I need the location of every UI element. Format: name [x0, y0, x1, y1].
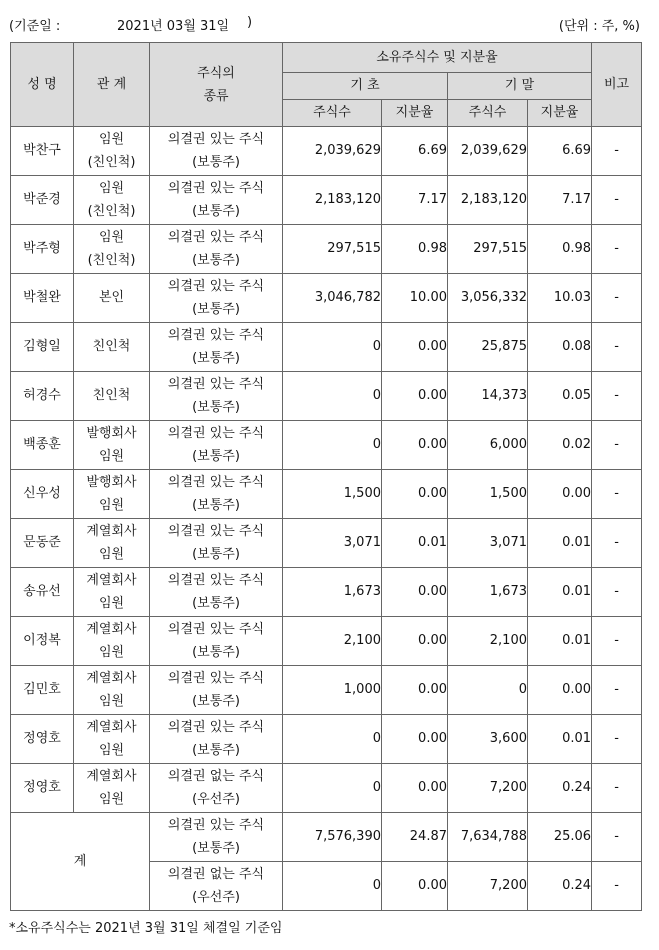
total-label: 계	[11, 813, 150, 911]
relation-line1: 계열회사	[86, 671, 137, 686]
end-shares: 0	[448, 666, 528, 715]
begin-shares: 0	[283, 372, 382, 421]
holder-note: -	[592, 176, 642, 225]
holder-name: 허경수	[11, 372, 74, 421]
stock-type-line2: (우선주)	[192, 792, 240, 807]
relation-line2: 임원	[98, 547, 125, 562]
begin-ratio: 7.17	[382, 176, 448, 225]
basis-date: 2021년 03월 31일	[117, 18, 230, 34]
end-shares: 6,000	[448, 421, 528, 470]
begin-shares: 0	[283, 715, 382, 764]
relation-line1: 계열회사	[86, 769, 137, 784]
total-end-ratio: 0.24	[528, 862, 592, 911]
end-ratio: 0.00	[528, 470, 592, 519]
total-end-shares: 7,634,788	[448, 813, 528, 862]
begin-ratio: 0.98	[382, 225, 448, 274]
holder-name: 김형일	[11, 323, 74, 372]
stock-type	[150, 568, 283, 617]
end-shares: 3,071	[448, 519, 528, 568]
shareholding-table	[10, 42, 642, 911]
stock-type-line1: 의결권 있는 주식	[167, 426, 265, 441]
stock-type-line1: 의결권 있는 주식	[167, 622, 265, 637]
stock-type-line1: 의결권 있는 주식	[167, 573, 265, 588]
stock-type	[150, 519, 283, 568]
table-row	[11, 568, 642, 617]
holder-name: 박주형	[11, 225, 74, 274]
begin-ratio: 10.00	[382, 274, 448, 323]
total-note: -	[592, 862, 642, 911]
table-caption	[9, 14, 640, 34]
end-shares: 2,039,629	[448, 127, 528, 176]
begin-ratio: 0.01	[382, 519, 448, 568]
holder-relation	[74, 715, 150, 764]
table-row	[11, 274, 642, 323]
holder-relation	[74, 225, 150, 274]
unit-label: (단위 : 주, %)	[558, 18, 640, 34]
holder-name: 이정복	[11, 617, 74, 666]
begin-shares: 2,039,629	[283, 127, 382, 176]
total-begin-shares: 7,576,390	[283, 813, 382, 862]
table-row	[11, 372, 642, 421]
stock-type-line1: 주식의	[197, 65, 235, 81]
stock-type	[150, 127, 283, 176]
begin-ratio: 0.00	[382, 323, 448, 372]
stock-type-line1: 의결권 있는 주식	[167, 475, 265, 490]
stock-type-line1: 의결권 있는 주식	[167, 230, 265, 245]
total-row	[11, 813, 642, 862]
holder-note: -	[592, 421, 642, 470]
table-body	[11, 127, 642, 911]
stock-type-line2: (보통주)	[192, 841, 240, 856]
total-end-ratio: 25.06	[528, 813, 592, 862]
col-header-stock-type	[150, 43, 283, 127]
relation-line1: 계열회사	[86, 524, 137, 539]
end-ratio: 0.05	[528, 372, 592, 421]
relation-line1: 발행회사	[86, 475, 137, 490]
relation-line1: 계열회사	[86, 720, 137, 735]
relation-line1: 계열회사	[86, 573, 137, 588]
holder-note: -	[592, 127, 642, 176]
stock-type	[150, 470, 283, 519]
table-row	[11, 176, 642, 225]
stock-type-line2: 종류	[203, 88, 229, 104]
col-header-begin: 기 초	[283, 73, 448, 100]
stock-type-line2: (우선주)	[192, 890, 240, 905]
table-row	[11, 666, 642, 715]
total-begin-ratio: 24.87	[382, 813, 448, 862]
holder-relation	[74, 617, 150, 666]
end-ratio: 0.01	[528, 519, 592, 568]
total-stock-type	[150, 862, 283, 911]
begin-ratio: 0.00	[382, 764, 448, 813]
holder-note: -	[592, 274, 642, 323]
end-ratio: 0.98	[528, 225, 592, 274]
begin-shares: 1,673	[283, 568, 382, 617]
table-row	[11, 225, 642, 274]
table-row	[11, 421, 642, 470]
stock-type	[150, 323, 283, 372]
holder-relation	[74, 568, 150, 617]
holder-note: -	[592, 519, 642, 568]
stock-type	[150, 617, 283, 666]
col-header-relation: 관 계	[74, 43, 150, 127]
holder-relation	[74, 127, 150, 176]
relation-line2: 임원	[98, 743, 125, 758]
begin-shares: 297,515	[283, 225, 382, 274]
holder-relation	[74, 372, 150, 421]
holder-note: -	[592, 617, 642, 666]
holder-relation	[74, 519, 150, 568]
begin-ratio: 0.00	[382, 568, 448, 617]
stock-type	[150, 176, 283, 225]
end-ratio: 0.01	[528, 617, 592, 666]
col-header-begin-shares: 주식수	[283, 100, 382, 127]
relation-line2: 임원	[98, 694, 125, 709]
holder-note: -	[592, 666, 642, 715]
begin-shares: 1,500	[283, 470, 382, 519]
col-header-end-ratio: 지분율	[528, 100, 592, 127]
holder-relation	[74, 421, 150, 470]
begin-ratio: 0.00	[382, 715, 448, 764]
basis-close: )	[247, 14, 253, 30]
holder-name: 박철완	[11, 274, 74, 323]
end-shares: 7,200	[448, 764, 528, 813]
stock-type-line2: (보통주)	[192, 694, 240, 709]
stock-type	[150, 715, 283, 764]
relation-line1: 본인	[98, 290, 125, 305]
stock-type-line2: (보통주)	[192, 743, 240, 758]
table-row	[11, 617, 642, 666]
begin-ratio: 0.00	[382, 421, 448, 470]
holder-relation	[74, 274, 150, 323]
relation-line2: 임원	[98, 596, 125, 611]
relation-line1: 계열회사	[86, 622, 137, 637]
relation-line2: 임원	[98, 449, 125, 464]
stock-type-line2: (보통주)	[192, 155, 240, 170]
stock-type-line2: (보통주)	[192, 449, 240, 464]
stock-type	[150, 421, 283, 470]
holder-note: -	[592, 715, 642, 764]
stock-type-line1: 의결권 있는 주식	[167, 279, 265, 294]
stock-type-line1: 의결권 있는 주식	[167, 524, 265, 539]
holder-relation	[74, 666, 150, 715]
end-shares: 25,875	[448, 323, 528, 372]
total-end-shares: 7,200	[448, 862, 528, 911]
stock-type-line1: 의결권 없는 주식	[167, 867, 265, 882]
table-row	[11, 519, 642, 568]
end-ratio: 6.69	[528, 127, 592, 176]
begin-ratio: 0.00	[382, 372, 448, 421]
stock-type	[150, 274, 283, 323]
holder-name: 송유선	[11, 568, 74, 617]
end-shares: 1,673	[448, 568, 528, 617]
stock-type-line2: (보통주)	[192, 302, 240, 317]
holder-relation	[74, 470, 150, 519]
begin-shares: 0	[283, 764, 382, 813]
relation-line2: (친인척)	[87, 204, 136, 219]
col-header-note: 비고	[592, 43, 642, 127]
relation-line2: (친인척)	[87, 253, 136, 268]
table-row	[11, 715, 642, 764]
begin-shares: 3,071	[283, 519, 382, 568]
stock-type-line1: 의결권 있는 주식	[167, 671, 265, 686]
relation-line1: 친인척	[92, 388, 131, 403]
end-shares: 14,373	[448, 372, 528, 421]
holder-relation	[74, 323, 150, 372]
holder-relation	[74, 764, 150, 813]
holder-note: -	[592, 323, 642, 372]
stock-type-line1: 의결권 있는 주식	[167, 132, 265, 147]
holder-name: 김민호	[11, 666, 74, 715]
end-shares: 3,600	[448, 715, 528, 764]
stock-type	[150, 372, 283, 421]
table-row	[11, 764, 642, 813]
holder-name: 문동준	[11, 519, 74, 568]
basis-label: (기준일 :	[9, 18, 61, 34]
stock-type-line2: (보통주)	[192, 204, 240, 219]
begin-shares: 1,000	[283, 666, 382, 715]
end-shares: 297,515	[448, 225, 528, 274]
col-header-end-shares: 주식수	[448, 100, 528, 127]
stock-type-line1: 의결권 있는 주식	[167, 377, 265, 392]
stock-type-line2: (보통주)	[192, 351, 240, 366]
stock-type	[150, 225, 283, 274]
end-ratio: 7.17	[528, 176, 592, 225]
relation-line1: 임원	[98, 181, 125, 196]
col-header-name: 성 명	[11, 43, 74, 127]
holder-name: 정영호	[11, 764, 74, 813]
end-shares: 1,500	[448, 470, 528, 519]
basis-date-line	[9, 15, 252, 34]
stock-type-line1: 의결권 없는 주식	[167, 769, 265, 784]
begin-ratio: 0.00	[382, 666, 448, 715]
holder-name: 박준경	[11, 176, 74, 225]
relation-line2: (친인척)	[87, 155, 136, 170]
stock-type-line2: (보통주)	[192, 547, 240, 562]
stock-type-line2: (보통주)	[192, 645, 240, 660]
end-ratio: 0.24	[528, 764, 592, 813]
total-stock-type	[150, 813, 283, 862]
stock-type-line2: (보통주)	[192, 596, 240, 611]
end-shares: 3,056,332	[448, 274, 528, 323]
end-ratio: 10.03	[528, 274, 592, 323]
holder-relation	[74, 176, 150, 225]
holder-note: -	[592, 764, 642, 813]
end-ratio: 0.08	[528, 323, 592, 372]
holder-name: 신우성	[11, 470, 74, 519]
holder-note: -	[592, 225, 642, 274]
total-begin-ratio: 0.00	[382, 862, 448, 911]
holder-name: 정영호	[11, 715, 74, 764]
table-row	[11, 127, 642, 176]
holder-note: -	[592, 372, 642, 421]
stock-type-line2: (보통주)	[192, 498, 240, 513]
begin-ratio: 6.69	[382, 127, 448, 176]
begin-shares: 0	[283, 323, 382, 372]
begin-shares: 2,100	[283, 617, 382, 666]
stock-type-line1: 의결권 있는 주식	[167, 720, 265, 735]
stock-type	[150, 764, 283, 813]
stock-type-line1: 의결권 있는 주식	[167, 328, 265, 343]
begin-ratio: 0.00	[382, 470, 448, 519]
col-header-begin-ratio: 지분율	[382, 100, 448, 127]
stock-type	[150, 666, 283, 715]
relation-line1: 친인척	[92, 339, 131, 354]
end-ratio: 0.00	[528, 666, 592, 715]
end-shares: 2,100	[448, 617, 528, 666]
relation-line2: 임원	[98, 792, 125, 807]
relation-line2: 임원	[98, 645, 125, 660]
relation-line1: 임원	[98, 230, 125, 245]
end-ratio: 0.02	[528, 421, 592, 470]
total-note: -	[592, 813, 642, 862]
holder-name: 박찬구	[11, 127, 74, 176]
begin-shares: 2,183,120	[283, 176, 382, 225]
stock-type-line1: 의결권 있는 주식	[167, 181, 265, 196]
begin-ratio: 0.00	[382, 617, 448, 666]
begin-shares: 0	[283, 421, 382, 470]
stock-type-line1: 의결권 있는 주식	[167, 818, 265, 833]
col-header-ownership: 소유주식수 및 지분율	[283, 43, 592, 73]
holder-name: 백종훈	[11, 421, 74, 470]
end-shares: 2,183,120	[448, 176, 528, 225]
total-begin-shares: 0	[283, 862, 382, 911]
end-ratio: 0.01	[528, 568, 592, 617]
begin-shares: 3,046,782	[283, 274, 382, 323]
stock-type-line2: (보통주)	[192, 400, 240, 415]
end-ratio: 0.01	[528, 715, 592, 764]
relation-line1: 임원	[98, 132, 125, 147]
table-row	[11, 323, 642, 372]
table-row	[11, 470, 642, 519]
relation-line2: 임원	[98, 498, 125, 513]
relation-line1: 발행회사	[86, 426, 137, 441]
stock-type-line2: (보통주)	[192, 253, 240, 268]
col-header-end: 기 말	[448, 73, 592, 100]
holder-note: -	[592, 470, 642, 519]
footnote: *소유주식수는 2021년 3월 31일 체결일 기준임	[9, 921, 283, 936]
holder-note: -	[592, 568, 642, 617]
